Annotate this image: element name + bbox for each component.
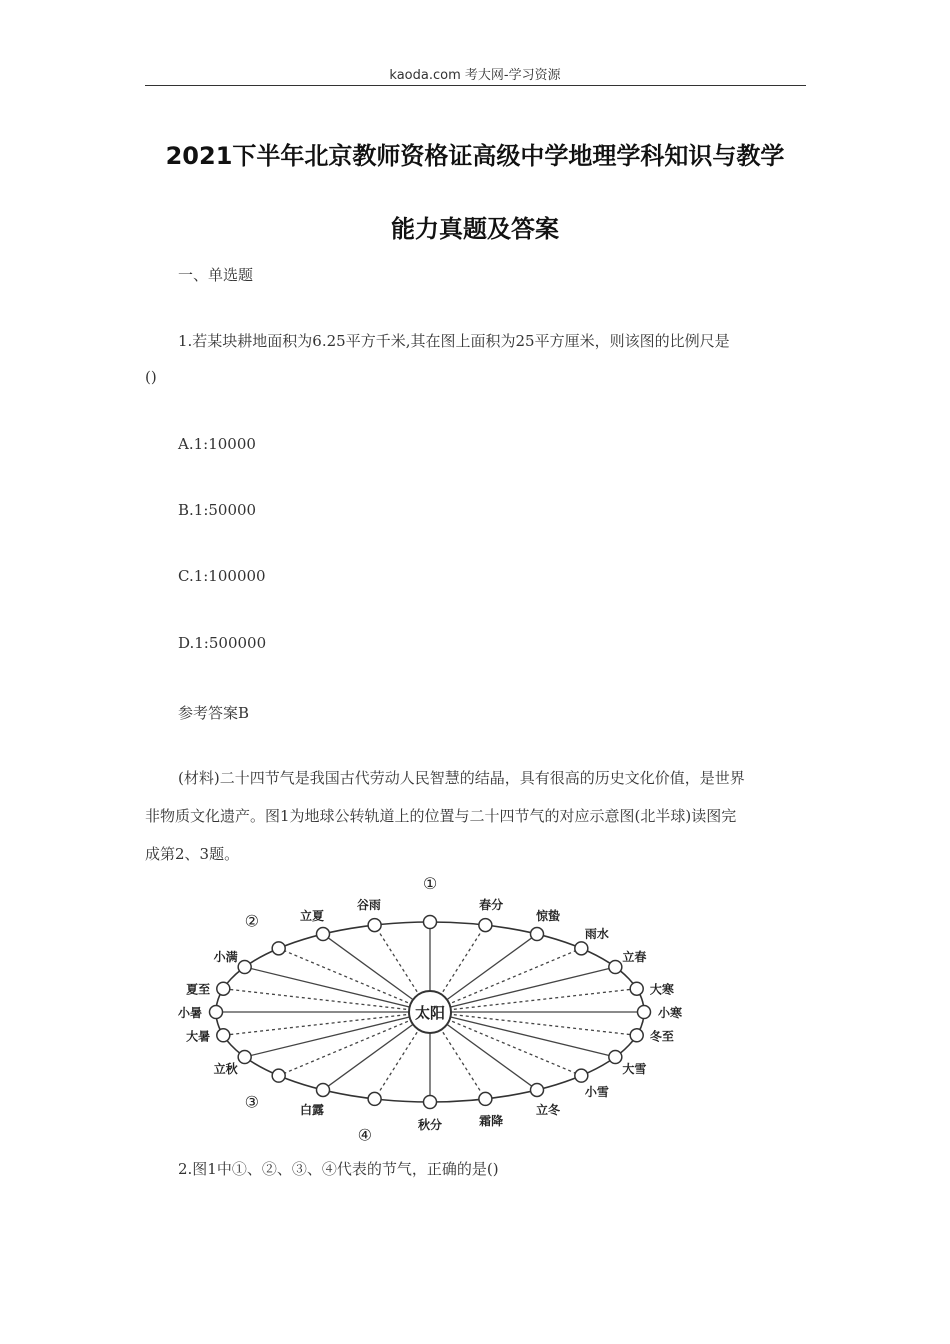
solar-term-label: 白露 — [299, 1102, 325, 1117]
orbit-spoke — [430, 967, 615, 1012]
earth-position-node — [272, 942, 285, 955]
earth-position-node — [609, 961, 622, 974]
earth-position-node — [368, 1092, 381, 1105]
page-header: kaoda.com 考大网-学习资源 — [389, 68, 561, 83]
solar-term-label: 大暑 — [186, 1029, 211, 1044]
orbit-spoke — [430, 1012, 615, 1057]
position-marker-label: ③ — [244, 1092, 259, 1112]
solar-term-label: 夏至 — [186, 982, 211, 997]
document-title-line-2: 能力真题及答案 — [391, 215, 559, 243]
earth-position-node — [479, 1092, 492, 1105]
solar-term-label: 惊蛰 — [535, 909, 561, 924]
solar-term-label: 冬至 — [649, 1029, 674, 1044]
earth-position-node — [217, 1029, 230, 1042]
earth-position-node — [531, 928, 544, 941]
earth-position-node — [210, 1006, 223, 1019]
solar-term-label: 立冬 — [535, 1102, 561, 1117]
earth-position-node — [609, 1051, 622, 1064]
orbit-spoke — [245, 1012, 430, 1057]
material-line-1: (材料)二十四节气是我国古代劳动人民智慧的结晶，具有很高的历史文化价值，是世界 — [178, 769, 745, 787]
orbit-spoke — [223, 989, 430, 1012]
earth-position-node — [424, 916, 437, 929]
solar-term-label: 小寒 — [657, 1006, 683, 1020]
solar-term-label: 立春 — [622, 950, 647, 964]
earth-position-node — [638, 1006, 651, 1019]
earth-position-node — [630, 1029, 643, 1042]
solar-term-label: 大寒 — [649, 982, 674, 997]
earth-position-node — [630, 982, 643, 995]
orbit-spoke — [430, 1012, 637, 1035]
solar-term-label: 小满 — [213, 950, 238, 964]
orbit-spoke — [223, 1012, 430, 1035]
solar-terms-orbit-figure — [168, 874, 698, 1145]
material-line-2: 非物质文化遗产。图1为地球公转轨道上的位置与二十四节气的对应示意图(北半球)读图完 — [145, 807, 737, 825]
earth-position-node — [272, 1069, 285, 1082]
earth-position-node — [317, 928, 330, 941]
solar-term-label: 谷雨 — [356, 897, 381, 912]
earth-position-node — [217, 982, 230, 995]
solar-term-label: 春分 — [479, 897, 504, 912]
earth-position-node — [479, 919, 492, 932]
question-1-answer: 参考答案B — [178, 704, 250, 722]
earth-position-node — [424, 1096, 437, 1109]
material-line-3: 成第2、3题。 — [145, 845, 240, 863]
earth-position-node — [317, 1083, 330, 1096]
question-1-option-c: C.1:100000 — [178, 567, 266, 585]
solar-term-label: 霜降 — [479, 1114, 504, 1129]
position-marker-label: ① — [422, 874, 438, 893]
solar-term-label: 雨水 — [584, 926, 609, 941]
header-divider — [145, 85, 806, 86]
earth-position-node — [238, 1051, 251, 1064]
orbit-spoke — [245, 967, 430, 1012]
earth-position-node — [368, 919, 381, 932]
question-1-stem-cont: () — [145, 368, 157, 386]
earth-position-node — [575, 942, 588, 955]
orbit-diagram — [168, 874, 698, 1145]
orbit-spoke — [430, 989, 637, 1012]
solar-term-label: 小雪 — [584, 1085, 609, 1100]
sun-label: 太阳 — [414, 1004, 446, 1022]
section-heading: 一、单选题 — [178, 266, 254, 284]
position-marker-label: ④ — [357, 1125, 372, 1145]
question-1-option-d: D.1:500000 — [178, 634, 267, 652]
question-1-option-b: B.1:50000 — [178, 501, 257, 519]
earth-position-node — [238, 961, 251, 974]
earth-position-node — [575, 1069, 588, 1082]
document-title-line-1: 2021下半年北京教师资格证高级中学地理学科知识与教学 — [165, 142, 785, 170]
solar-term-label: 秋分 — [417, 1118, 443, 1132]
solar-term-label: 小暑 — [177, 1006, 203, 1020]
earth-position-node — [531, 1083, 544, 1096]
solar-term-label: 立秋 — [213, 1062, 238, 1076]
solar-term-label: 立夏 — [299, 909, 325, 924]
solar-term-label: 大雪 — [622, 1062, 647, 1076]
question-1-stem: 1.若某块耕地面积为6.25平方千米,其在图上面积为25平方厘米，则该图的比例尺是 — [178, 332, 730, 350]
question-2-stem: 2.图1中①、②、③、④代表的节气，正确的是() — [178, 1160, 499, 1178]
position-marker-label: ② — [244, 911, 259, 931]
question-1-option-a: A.1:10000 — [178, 435, 256, 453]
